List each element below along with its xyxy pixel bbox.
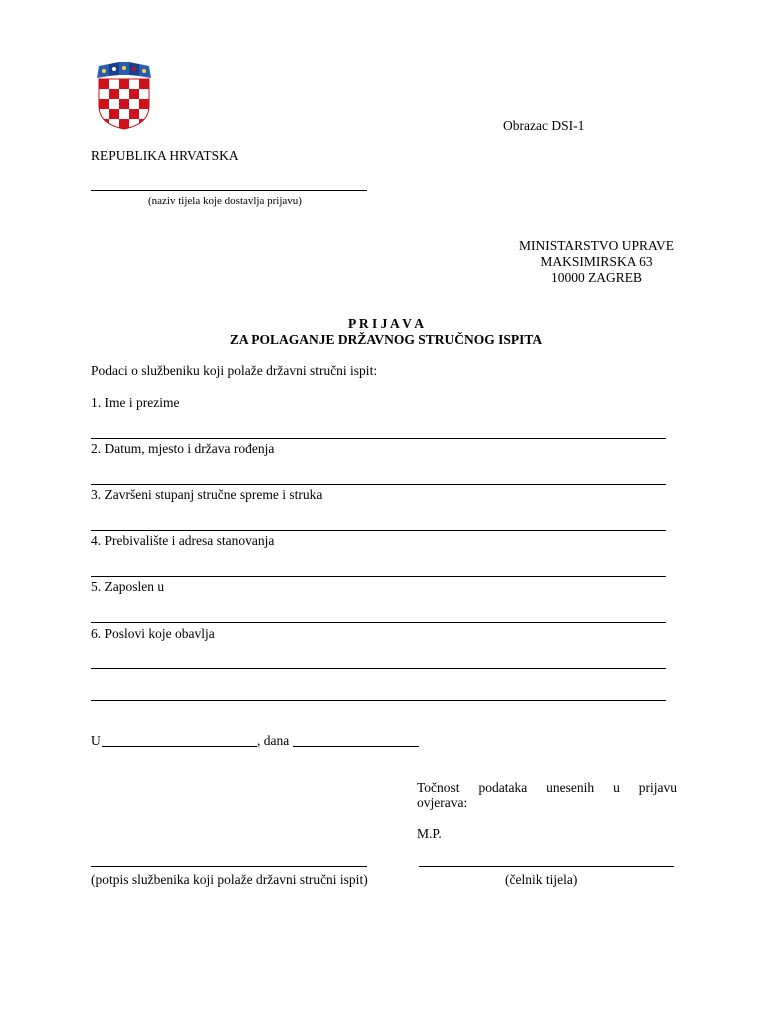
field-line-education[interactable]	[91, 530, 666, 531]
certification-line-2: ovjerava:	[417, 795, 468, 810]
employee-signature-line[interactable]	[91, 866, 367, 867]
checker-square	[99, 119, 109, 129]
cert-word: Točnost	[417, 780, 460, 795]
checker-square	[109, 109, 119, 119]
place-prefix: U	[91, 733, 101, 748]
cert-word: unesenih	[546, 780, 595, 795]
checker-square	[119, 119, 129, 129]
field-line-employer[interactable]	[91, 622, 666, 623]
cert-word: prijavu	[638, 780, 677, 795]
intro-text: Podaci o službeniku koji polaže državni stručni ispit:	[91, 363, 378, 378]
checker-square	[129, 89, 139, 99]
field-line-name[interactable]	[91, 438, 666, 439]
field-label-employer: 5. Zaposlen u	[91, 579, 165, 594]
checker-square	[119, 99, 129, 109]
field-label-name: 1. Ime i prezime	[91, 395, 180, 410]
checker-square	[109, 79, 119, 89]
form-code: Obrazac DSI-1	[503, 118, 585, 133]
cert-word: podataka	[478, 780, 528, 795]
croatian-coat-of-arms-icon	[95, 62, 153, 130]
checker-square	[99, 99, 109, 109]
field-label-address: 4. Prebivalište i adresa stanovanja	[91, 533, 275, 548]
certification-line-1	[417, 780, 677, 796]
coat-crown	[97, 62, 151, 78]
checker-square	[129, 79, 139, 89]
checker-square	[129, 99, 139, 109]
cert-word: u	[613, 780, 620, 795]
issuing-body-caption: (naziv tijela koje dostavlja prijavu)	[148, 195, 302, 207]
stamp-label: M.P.	[417, 826, 442, 841]
recipient-name: MINISTARSTVO UPRAVE	[518, 238, 675, 253]
field-label-birth: 2. Datum, mjesto i država rođenja	[91, 441, 275, 456]
place-line[interactable]	[102, 746, 257, 747]
date-prefix: , dana	[257, 733, 290, 748]
form-subtitle: ZA POLAGANJE DRŽAVNOG STRUČNOG ISPITA	[229, 332, 543, 347]
field-label-duties: 6. Poslovi koje obavlja	[91, 626, 215, 641]
checker-square	[139, 89, 149, 99]
field-label-education: 3. Završeni stupanj stručne spreme i struka	[91, 487, 323, 502]
checker-square	[109, 89, 119, 99]
date-line[interactable]	[293, 746, 419, 747]
issuing-body-line[interactable]	[91, 190, 367, 191]
form-title: P R I J A V A	[347, 316, 425, 331]
field-line-duties-2[interactable]	[91, 700, 666, 701]
checker-square	[119, 79, 129, 89]
checker-square	[109, 99, 119, 109]
country-name: REPUBLIKA HRVATSKA	[91, 148, 239, 163]
recipient-street: MAKSIMIRSKA 63	[540, 254, 653, 269]
checker-square	[139, 99, 149, 109]
employee-signature-caption: (potpis službenika koji polaže državni stručni ispit)	[91, 872, 368, 887]
checker-square	[99, 89, 109, 99]
checker-square	[139, 79, 149, 89]
field-line-birth[interactable]	[91, 484, 666, 485]
head-signature-line[interactable]	[419, 866, 674, 867]
checker-square	[129, 109, 139, 119]
head-signature-caption: (čelnik tijela)	[505, 872, 578, 887]
checker-square	[119, 89, 129, 99]
field-line-address[interactable]	[91, 576, 666, 577]
checker-square	[119, 109, 129, 119]
checker-square	[99, 79, 109, 89]
checker-square	[139, 119, 149, 129]
recipient-city: 10000 ZAGREB	[550, 270, 643, 285]
field-line-duties-1[interactable]	[91, 668, 666, 669]
